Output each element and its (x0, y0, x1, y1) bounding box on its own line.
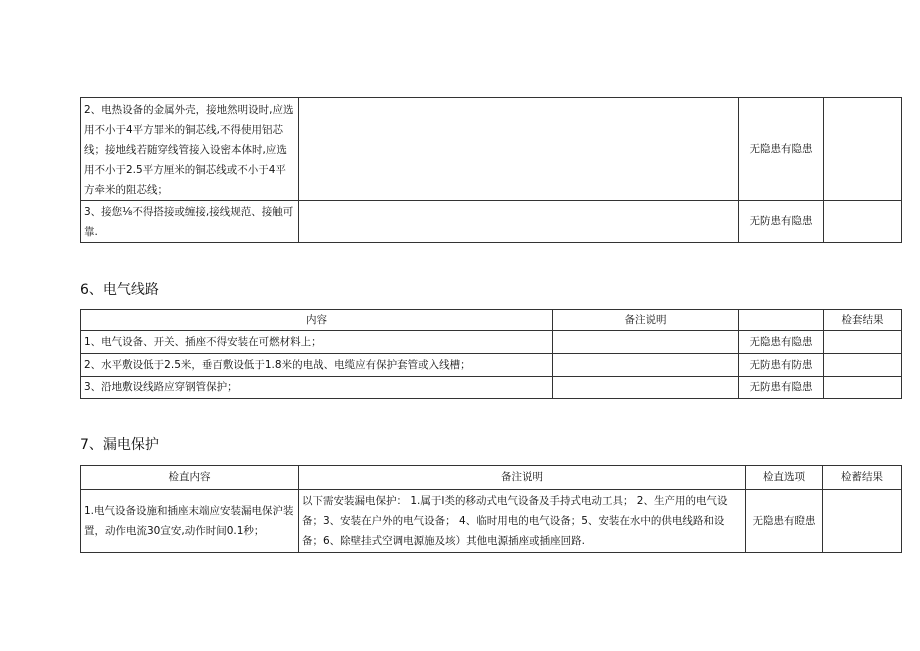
row-result (824, 98, 902, 201)
table-row (81, 201, 902, 243)
row-status: 无防患有隐患 (739, 201, 824, 243)
table-row (81, 490, 902, 553)
wiring-table (80, 309, 902, 399)
row-note (553, 331, 739, 354)
section-title: 6、电气线路 (80, 282, 159, 298)
row-status: 无隐患有隐患 (739, 331, 824, 354)
table-header-row (81, 310, 902, 331)
row-result (823, 490, 902, 553)
row-status: 无防患有防患 (739, 354, 824, 377)
row-status: 无隐患有瞪患 (746, 490, 823, 553)
row-note (299, 98, 739, 201)
top-table (80, 97, 902, 243)
row-status: 无防患有隐患 (739, 377, 824, 399)
header-option: 检直选项 (746, 466, 823, 490)
table-row (81, 331, 902, 354)
header-content: 检直内容 (81, 466, 299, 490)
header-result: 检套结果 (824, 310, 902, 331)
row-content: 3、沿地敷设线路应穿钢管保护； (81, 377, 553, 399)
row-result (824, 354, 902, 377)
row-result (824, 377, 902, 399)
row-content: 2、水平敷设低于2.5米，垂百敷设低于1.8米的电战、电缆应有保护套管或入线槽； (81, 354, 553, 377)
row-result (824, 331, 902, 354)
row-status: 无隐患有隐患 (739, 98, 824, 201)
row-note: 以下需安装漏电保护： 1.属于I类的移动式电气设备及手持式电动工具； 2、生产用的电气设备；3、安装在户外的电气设备； 4、临时用电的电气设备；5、安装在水中的供电线路和设备；6、除壁挂式空调电源施及垓）其他电源插座或插座回路. (299, 490, 746, 553)
row-content: 1.电气设备设施和插座末端应安装漏电保沪装置，动作电流30宣安,动作时间0.1秒； (81, 490, 299, 553)
table-header-row (81, 466, 902, 490)
header-note: 备注说明 (553, 310, 739, 331)
table-row (81, 98, 902, 201)
header-note: 备注说明 (299, 466, 746, 490)
row-note (299, 201, 739, 243)
table-row (81, 377, 902, 399)
row-content: 2、电热设备的金属外壳，接地然明设时,应选用不小于4平方罪米的铜芯线,不得使用铝芯线；接地线若随穿线管接入设密本体时,应选用不小于2.5平方厘米的铜芯线或不小于4平方牵米的阻芯线； (81, 98, 299, 201)
table-row (81, 354, 902, 377)
row-note (553, 354, 739, 377)
row-content: 1、电气设备、开关、插座不得安装在可燃材料上； (81, 331, 553, 354)
section-title: 7、漏电保护 (80, 437, 159, 453)
row-note (553, 377, 739, 399)
header-status (739, 310, 824, 331)
header-content: 内容 (81, 310, 553, 331)
leakage-table (80, 465, 902, 553)
row-result (824, 201, 902, 243)
header-result: 检蓄结果 (823, 466, 902, 490)
row-content: 3、接您⅛不得搭接或缠接,接线规范、接触可靠. (81, 201, 299, 243)
